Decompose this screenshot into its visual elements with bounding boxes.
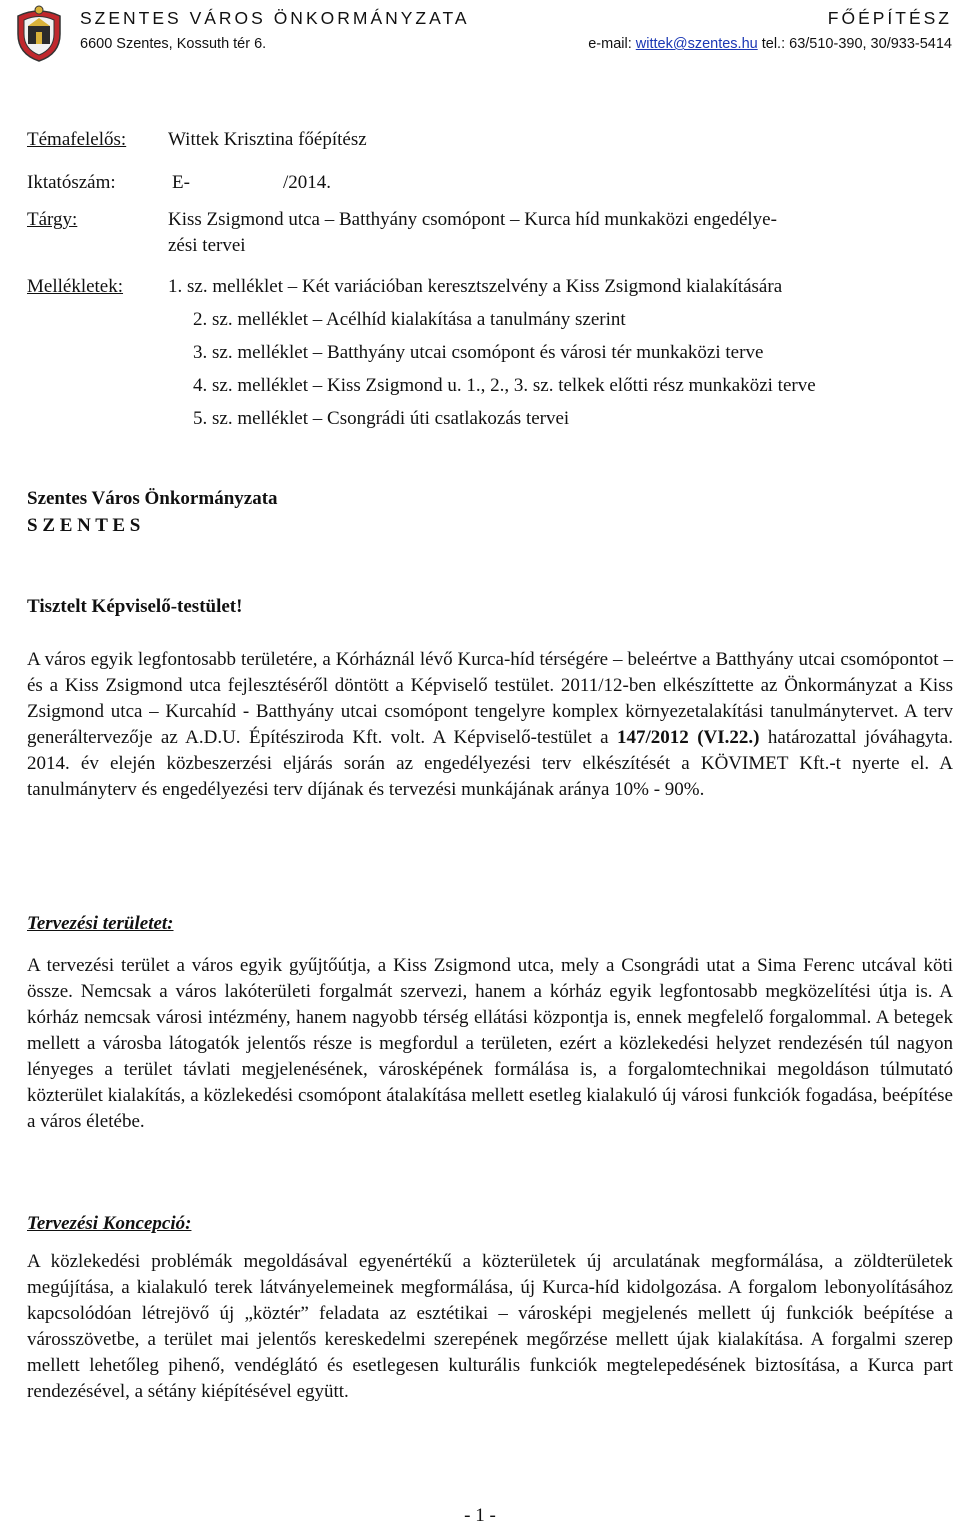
responsible-value: Wittek Krisztina főépítész xyxy=(168,129,367,150)
subject-label: Tárgy: xyxy=(27,209,78,230)
attachment-item: 4. sz. melléklet – Kiss Zsigmond u. 1., 2., 3. sz. telkek előtti rész munkaközi terve xyxy=(193,375,816,396)
responsible-label: Témafelelős: xyxy=(27,129,127,150)
email-link[interactable]: wittek@szentes.hu xyxy=(635,36,758,52)
intro-paragraph xyxy=(27,647,953,803)
header-department: FŐÉPÍTÉSZ xyxy=(827,8,952,28)
attachment-item: 3. sz. melléklet – Batthyány utcai csomópont és városi tér munkaközi terve xyxy=(193,342,764,363)
email-label: e-mail: xyxy=(588,36,632,52)
header-organization: SZENTES VÁROS ÖNKORMÁNYZATA xyxy=(80,8,470,28)
letterhead xyxy=(0,0,960,62)
addressee-city: S Z E N T E S xyxy=(27,515,141,536)
attachments-label: Mellékletek: xyxy=(27,276,124,297)
phone-numbers: tel.: 63/510-390, 30/933-5414 xyxy=(761,36,952,52)
header-contact xyxy=(588,36,952,52)
addressee-name: Szentes Város Önkormányzata xyxy=(27,488,278,509)
section-heading-planning-area: Tervezési területet: xyxy=(27,913,174,934)
attachment-item: 5. sz. melléklet – Csongrádi úti csatlakozás tervei xyxy=(193,408,570,429)
subject-line-2: zési tervei xyxy=(168,235,246,256)
decision-number: 147/2012 (VI.22.) xyxy=(617,727,760,748)
intro-text-2: határozattal jóváhagyta. 2014. év elején közbeszerzési eljárás során az engedélyezési terv elkészítését a KÖVIMET Kft.-t nyerte el. A tanulmányterv és engedélyezési terv díjának és tervezési munkájának aránya 10% - 90%. xyxy=(27,727,953,800)
header-address: 6600 Szentes, Kossuth tér 6. xyxy=(80,36,267,52)
attachment-item: 1. sz. melléklet – Két variációban keresztszelvény a Kiss Zsigmond kialakítására xyxy=(168,276,783,297)
page-number: - 1 - xyxy=(464,1505,496,1526)
regno-year: /2014. xyxy=(283,172,332,193)
salutation: Tisztelt Képviselő-testület! xyxy=(27,596,243,617)
intro-text-1: A város egyik legfontosabb területére, a Kórháznál lévő Kurca-híd térségére – beleértve a Batthyány utcai csomópontot – és a Kiss Zsigmond utca fejlesztéséről döntött a Képviselő testület. 2011/12-ben elkészíttette az Önkormányzat a Kiss Zsigmond utca – Kurcahíd - Batthyány utcai csomópont tengelyre komplex környezetalakítási tanulmánytervet. A terv generáltervezője az A.D.U. Építésziroda Kft. volt. A Képviselő-testület a xyxy=(27,649,953,748)
city-coat-of-arms-icon xyxy=(10,4,68,62)
subject-line-1: Kiss Zsigmond utca – Batthyány csomópont – Kurca híd munkaközi engedélye- xyxy=(168,209,777,230)
section-heading-concept: Tervezési Koncepció: xyxy=(27,1213,192,1234)
concept-paragraph: A közlekedési problémák megoldásával egyenértékű a közterületek új arculatának megformálása, a zöldterületek megújítása, a kialakuló terek látványelemeinek megformálása, új Kurca-híd kidolgozása. A forgalom lebonyolításához kapcsolódóan létrejövő új „köztér” feladata az esztétikai – városképi megjelenés mellett új funkciók beépítése a városszövetbe, a terület mai jelentős kereskedelmi szerepének megőrzése mellett újak kialakítása. A forgalmi szerep mellett lehetőleg pihenő, vendéglátó és esetlegesen kulturális funkciók megtelepedésének biztosítása, a Kurca part rendezésével, a sétány kiépítésével együtt. xyxy=(27,1251,953,1402)
regno-prefix: E- xyxy=(172,172,190,193)
planning-area-paragraph: A tervezési terület a város egyik gyűjtőútja, a Kiss Zsigmond utca, mely a Csongrádi utat a Sima Ferenc utcával köti össze. Nemcsak a város lakóterületi forgalmát szervezi, hanem a kórház egyik legfontosabb megközelítési útja is. A kórház nemcsak városi intézmény, hanem nagyobb térség ellátási központja is, ennek megfelelő forgalommal. A betegek mellett a városba látogatók jelentős része is megfordul a területen, ezért a közlekedési helyzet rendezésén túl nagyon lényeges a terület távlati megjelenésének, városképének formálása is, a forgalomtechnikai megoldáson túlmutató közterület kialakítás, a közlekedési csomópont átalakítása mellett esetleg kialakuló új városi funkciók fogadása, beépítése a város életébe. xyxy=(27,955,953,1132)
regno-label: Iktatószám: xyxy=(27,172,116,193)
attachment-item: 2. sz. melléklet – Acélhíd kialakítása a tanulmány szerint xyxy=(193,309,626,330)
